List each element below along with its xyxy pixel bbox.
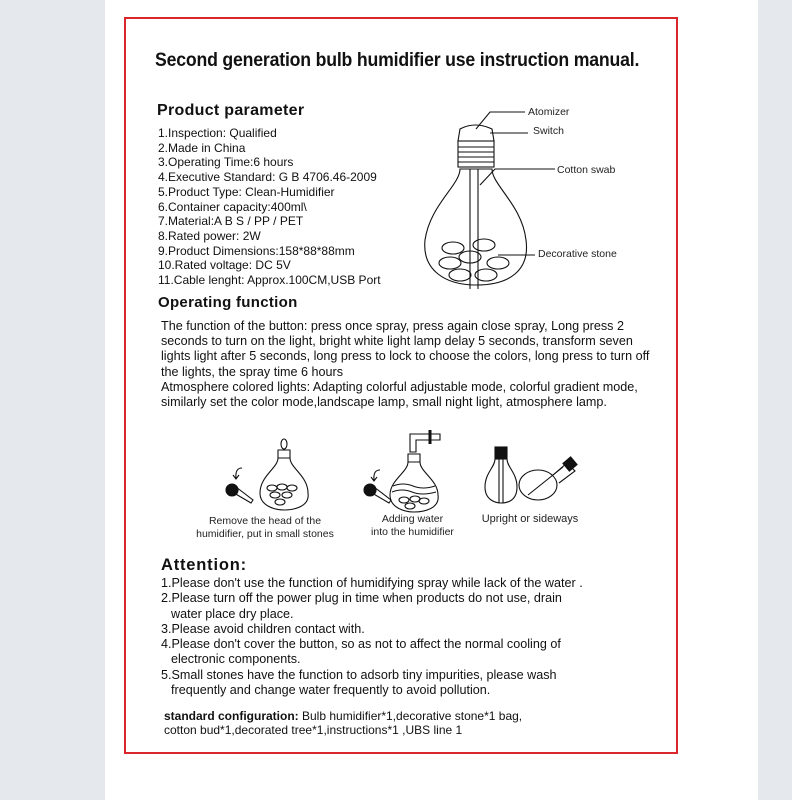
parameter-item: 3.Operating Time:6 hours: [158, 155, 294, 170]
parameter-item: 9.Product Dimensions:158*88*88mm: [158, 243, 355, 258]
parameter-item: 10.Rated voltage: DC 5V: [158, 258, 291, 273]
standard-configuration-text: Bulb humidifier*1,decorative stone*1 bag,: [298, 709, 523, 723]
attention-item: 2.Please turn off the power plug in time when products do not use, drain: [161, 591, 562, 606]
product-parameter-heading: Product parameter: [157, 102, 305, 119]
parameter-item: 7.Material:A B S / PP / PET: [158, 214, 304, 229]
parameter-item: 1.Inspection: Qualified: [158, 126, 277, 140]
step-caption: [470, 513, 590, 526]
standard-configuration-label: standard configuration:: [164, 709, 299, 723]
attention-section: [161, 556, 247, 575]
attention-item-cont: water place dry place.: [171, 606, 294, 621]
attention-item-cont: frequently and change water frequently to avoid pollution.: [171, 683, 491, 698]
attention-item-cont: electronic components.: [171, 652, 301, 667]
step-caption: [350, 513, 475, 539]
parameter-item: 4.Executive Standard: G B 4706.46-2009: [158, 170, 377, 185]
parameter-item: 11.Cable lenght: Approx.100CM,USB Port: [158, 273, 381, 288]
attention-item: 3.Please avoid children contact with.: [161, 621, 365, 636]
step1-caption-line2: humidifier, put in small stones: [196, 528, 334, 540]
parameter-item: 6.Container capacity:400ml\: [158, 199, 307, 214]
atmosphere-lights-text: Atmosphere colored lights: Adapting colorful adjustable mode, colorful gradient mode, similarly set the color mode,landscape lamp, small night light, atmosphere lamp.: [161, 379, 638, 410]
attention-item: 1.Please don't use the function of humidifying spray while lack of the water .: [161, 576, 583, 590]
attention-item: 5.Small stones have the function to adsorb tiny impurities, please wash: [161, 667, 557, 682]
attention-item: 4.Please don't cover the button, so as not to affect the normal cooling of: [161, 637, 561, 652]
step-caption: [185, 515, 345, 541]
attention-list: [161, 576, 641, 698]
standard-configuration: [164, 709, 644, 737]
switch-label: Switch: [533, 125, 564, 137]
step3-caption-line1: Upright or sideways: [481, 513, 579, 525]
operating-function-text: [161, 319, 661, 410]
step1-illustration: [220, 438, 330, 510]
cotton-swab-label: Cotton swab: [557, 164, 616, 176]
operating-function-heading: Operating function: [158, 294, 298, 311]
step3-illustration: [483, 445, 583, 505]
standard-configuration-text2: cotton bud*1,decorated tree*1,instructions*1 ,UBS line 1: [164, 723, 463, 737]
step2-illustration: [360, 430, 470, 512]
step2-caption-line2: into the humidifier: [371, 526, 454, 538]
button-function-text: The function of the button: press once spray, press again close spray, Long press 2 seconds to turn on the light, bright white light lamp delay 5 seconds, transform seven lights light after 5 seconds, long press to lock to choose the colors, long press to turn off the lights, the spray time 6 hours: [161, 319, 650, 379]
parameter-item: 5.Product Type: Clean-Humidifier: [158, 184, 335, 199]
operating-function-section: [158, 294, 298, 311]
step1-caption-line1: Remove the head of the: [208, 515, 322, 527]
parameter-list: [158, 126, 381, 288]
parameter-item: 2.Made in China: [158, 140, 246, 155]
manual-title: Second generation bulb humidifier use instruction manual.: [155, 50, 640, 71]
step2-caption-line1: Adding water: [381, 513, 444, 525]
decorative-stone-label: Decorative stone: [538, 248, 617, 260]
product-parameter-section: [157, 102, 304, 120]
atomizer-label: Atomizer: [528, 106, 570, 118]
parameter-item: 8.Rated power: 2W: [158, 228, 261, 243]
attention-heading: Attention:: [161, 556, 247, 574]
